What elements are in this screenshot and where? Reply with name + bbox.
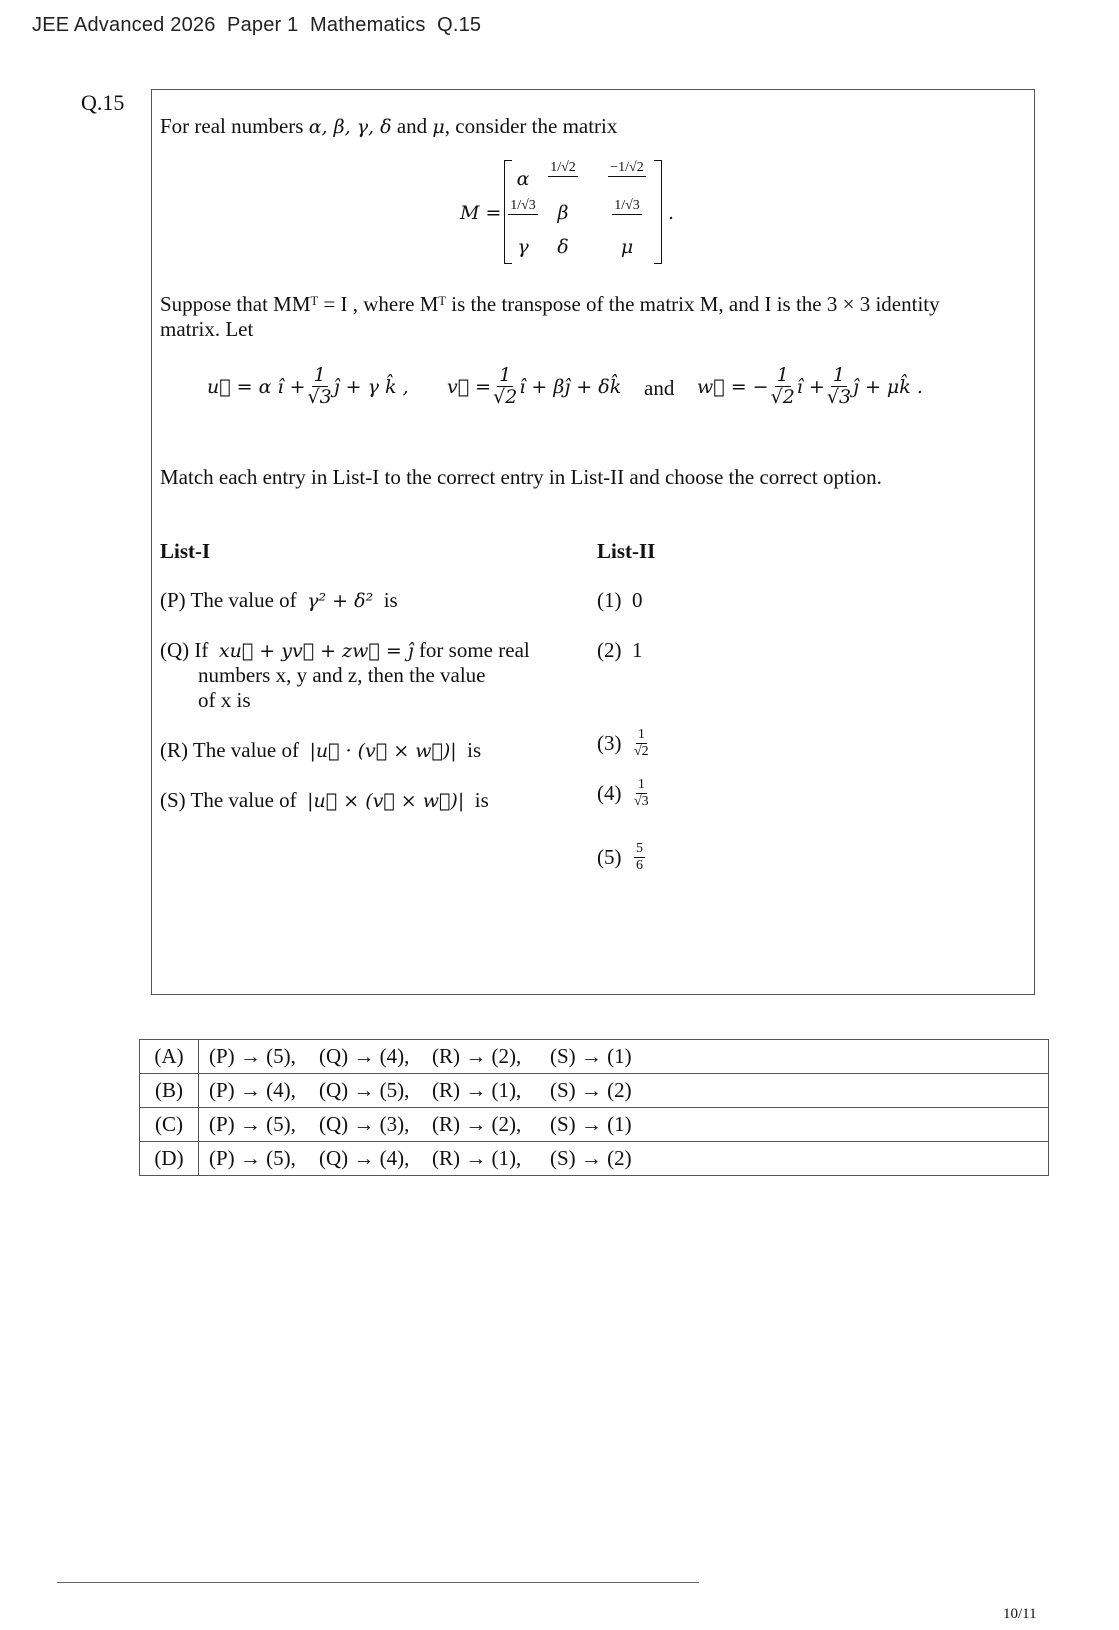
matrix-cell-text: −1/√2 [610,160,644,176]
option-map: (P) → (4), [209,1078,296,1102]
vector-w-num1: 1 [776,364,789,387]
instruction-text: Match each entry in List-I to the correct entry in List-II and choose the correct option. [160,465,882,489]
list1-item-q [160,638,530,663]
list1-s-tail: is [474,788,489,812]
suppose-line-2: matrix. Let [160,317,254,341]
option-map: (R) → (1), [432,1078,522,1102]
matrix-m [460,160,680,266]
option-map: (P) → (5), [209,1146,296,1170]
option-map: (S) → (1) [550,1112,632,1136]
option-row-c[interactable] [140,1108,1049,1142]
matrix-cell [602,198,652,216]
option-row-b[interactable] [140,1074,1049,1108]
list1-q-line3: of x is [198,688,251,712]
list1-q-line2: numbers x, y and z, then the value [198,663,486,687]
intro-line [160,114,617,139]
intro-and: and [396,114,428,138]
list1-r-label: (R) The value of [160,738,299,762]
list2-label: (3) [597,731,622,756]
list2-label: (1) [597,588,622,612]
option-maps [199,1040,1049,1074]
vector-u-num: 1 [313,364,326,387]
list2-num: 5 [636,841,643,856]
list2-value: 1 [632,638,643,662]
option-map: (R) → (1), [432,1146,522,1170]
option-map: (R) → (2), [432,1112,522,1136]
option-maps [199,1074,1049,1108]
list2-num: 1 [637,727,645,742]
list2-item-3 [597,728,651,759]
list1-p-math: γ² + δ² [307,590,374,612]
list2-den: 6 [636,857,643,873]
list1-q-label: (Q) If [160,638,209,662]
option-maps [199,1142,1049,1176]
list2-item-2 [597,638,643,663]
vector-w [697,362,923,412]
vector-v-num: 1 [499,364,512,387]
vector-w-den1: √2 [770,386,795,409]
vector-and: and [644,376,675,400]
page-header: JEE Advanced 2026 Paper 1 Mathematics Q.15 [32,14,482,36]
list1-s-math: |u⃗ × (v⃗ × w⃗)| [307,790,465,812]
list1-item-r [160,738,481,763]
list1-s-label: (S) The value of [160,788,297,812]
option-map: (Q) → (4), [319,1044,410,1068]
option-map: (R) → (2), [432,1044,522,1068]
option-label: (D) [140,1142,199,1176]
option-row-d[interactable] [140,1142,1049,1176]
vector-u-post: ĵ + γ k̂ , [333,376,409,398]
vector-u [207,362,409,412]
intro-mu: μ [432,116,445,138]
intro-text: For real numbers [160,114,304,138]
matrix-cell: α [516,168,530,190]
list2-title: List-II [597,539,656,563]
intro-tail: , consider the matrix [444,114,618,138]
matrix-cell: δ [557,236,569,258]
matrix-period: . [668,202,675,224]
matrix-cell [538,160,588,178]
list1-item-p [160,588,398,613]
list1-p-tail: is [383,588,398,612]
list2-den: √2 [634,743,649,759]
matrix-cell [602,160,652,178]
vector-w-num2: 1 [832,364,845,387]
question-box [151,89,1035,995]
list2-item-1 [597,588,643,613]
list2-label: (5) [597,845,622,870]
list2-item-5 [597,842,647,873]
vector-w-den2: √3 [826,386,852,409]
list1-title: List-I [160,539,211,563]
matrix-cell: γ [517,236,529,258]
option-map: (S) → (2) [550,1078,632,1102]
list2-label: (2) [597,638,622,662]
option-label: (C) [140,1108,199,1142]
list1-item-s [160,788,489,813]
footer-divider [57,1582,699,1583]
list2-num: 1 [637,777,645,792]
list2-label: (4) [597,781,622,806]
option-map: (Q) → (5), [319,1078,410,1102]
option-map: (Q) → (4), [319,1146,410,1170]
list2-item-4 [597,778,651,809]
option-map: (Q) → (3), [319,1112,410,1136]
options-table [139,1039,1049,1176]
list1-r-tail: is [467,738,482,762]
suppose-line-1: Suppose that MMᵀ = I , where Mᵀ is the transpose of the matrix M, and I is the 3 × 3 identity [160,292,940,316]
matrix-right-bracket [654,160,662,264]
option-map: (S) → (2) [550,1146,632,1170]
option-label: (A) [140,1040,199,1074]
vector-w-post: ĵ + μk̂ . [853,376,923,398]
list1-p-label: (P) The value of [160,588,297,612]
vector-v-den: √2 [493,386,518,409]
matrix-cell-text: 1/√3 [510,198,536,214]
matrix-cell: β [557,202,569,224]
list2-den: √3 [634,793,649,809]
vector-w-pre: w⃗ = − [697,376,769,398]
matrix-cell: μ [620,236,634,258]
list2-value: 0 [632,588,643,612]
question-number: Q.15 [81,90,125,115]
vector-v [447,362,621,412]
matrix-cell-text: 1/√2 [550,160,576,176]
option-row-a[interactable] [140,1040,1049,1074]
list1-q-math: xu⃗ + yv⃗ + zw⃗ = ĵ [218,640,414,662]
page-number: 10/11 [1003,1606,1037,1622]
list1-r-math: |u⃗ · (v⃗ × w⃗)| [309,740,457,762]
vector-v-post: î + βĵ + δk̂ [519,376,622,398]
option-maps [199,1108,1049,1142]
vector-u-pre: u⃗ = α î + [207,376,306,398]
vector-w-mid: î + [796,376,825,398]
list1-q-tail: for some real [418,638,530,662]
option-map: (P) → (5), [209,1044,296,1068]
option-label: (B) [140,1074,199,1108]
option-map: (S) → (1) [550,1044,632,1068]
option-map: (P) → (5), [209,1112,296,1136]
matrix-cell-text: 1/√3 [614,198,640,214]
matrix-lhs: M = [460,202,502,224]
intro-vars: α, β, γ, δ [308,116,392,138]
vector-u-den: √3 [307,386,332,409]
vector-v-pre: v⃗ = [447,376,492,398]
